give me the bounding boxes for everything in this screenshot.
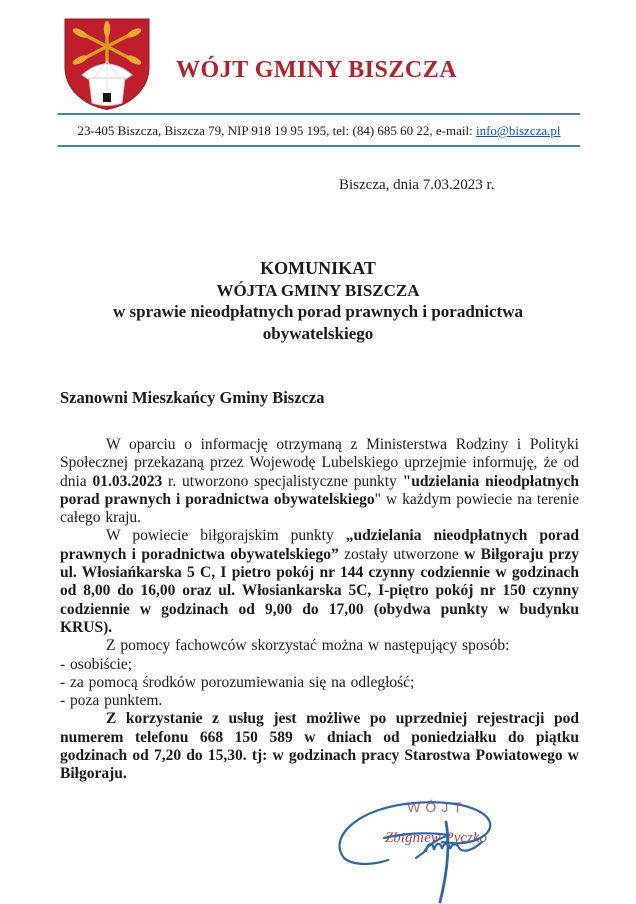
list-item: - poza punktem. [60, 692, 163, 710]
list-item: - za pomocą środków porozumiewania się na odległość; [60, 673, 415, 691]
text-run: zostały utworzone [338, 545, 465, 563]
address-text: 23-405 Biszcza, Biszcza 79, NIP 918 19 95 195, tel: (84) 685 60 22, e-mail: [77, 123, 476, 138]
signature-title: WÓJT [407, 799, 467, 815]
document-subtitle: WÓJTA GMINY BISZCZA [216, 280, 420, 300]
paragraph-1 [60, 436, 579, 527]
signature-block [326, 792, 511, 904]
text-run: W oparciu o informację otrzymaną z Ministerstwa Rodziny i Polityki Społecznej przekazaną przez Wojewodę Lubelskiego uprzejmie informuję, że od dnia [60, 436, 579, 490]
signatory-name: Zbigniew Pyczko [384, 830, 488, 846]
salutation: Szanowni Mieszkańcy Gminy Biszcza [60, 388, 325, 407]
text-run-bold: „udzielania nieodpłatnych porad prawnych i poradnictwa obywatelskiego” [60, 527, 579, 563]
org-title: WÓJT GMINY BISZCZA [176, 57, 458, 83]
text-run-bold: w Biłgoraju przy ul. Włosiańkarska 5 C, I pietro pokój nr 144 czynny codziennie w godzinach od 8,00 do 16,00 oraz ul. Włosiankarska 5C, I-piętro pokój nr 150 czynny codziennie w godzinach od 9,00 do 17,00 (obydwa punkty w budynku KRUS). [60, 545, 580, 636]
text-run: r. utworzono specjalistyczne punkty [162, 472, 403, 490]
email-link[interactable]: info@biszcza.pl [475, 123, 561, 138]
handwritten-signature-icon [326, 792, 511, 904]
header-divider-bottom [58, 145, 580, 147]
text-run-bold: "udzielania nieodpłatnych porad prawnych i poradnictwa obywatelskiego [60, 472, 579, 508]
paragraph-4: Z korzystanie z usług jest możliwe po uprzedniej rejestracji pod numerem telefonu 668 150 589 w dniach od poniedziałku do piątku godzinach od 7,20 do 15,30. tj: w godzinach pracy Starostwa Powiatowego w Biłgoraju. [60, 710, 579, 783]
document-title: KOMUNIKAT [260, 258, 376, 278]
header-divider-top [58, 113, 580, 115]
document-subject: w sprawie nieodpłatnych porad prawnych i poradnictwa obywatelskiego [113, 302, 523, 343]
address-line [58, 123, 580, 139]
coat-of-arms-icon [62, 17, 152, 112]
document-title-block [78, 258, 558, 344]
document-body [60, 436, 579, 784]
text-run: " w każdym powiecie na terenie całego kraju. [60, 490, 579, 527]
paragraph-3: Z pomocy fachowców skorzystać można w następujący sposób: [106, 637, 510, 655]
paragraph-2 [60, 527, 579, 637]
list-item: - osobiście; [60, 655, 133, 673]
text-run-bold: 01.03.2023 [92, 472, 163, 490]
text-run: W powiecie biłgorajskim punkty [106, 527, 346, 545]
date-line: Biszcza, dnia 7.03.2023 r. [339, 177, 495, 193]
option-list [60, 656, 579, 711]
